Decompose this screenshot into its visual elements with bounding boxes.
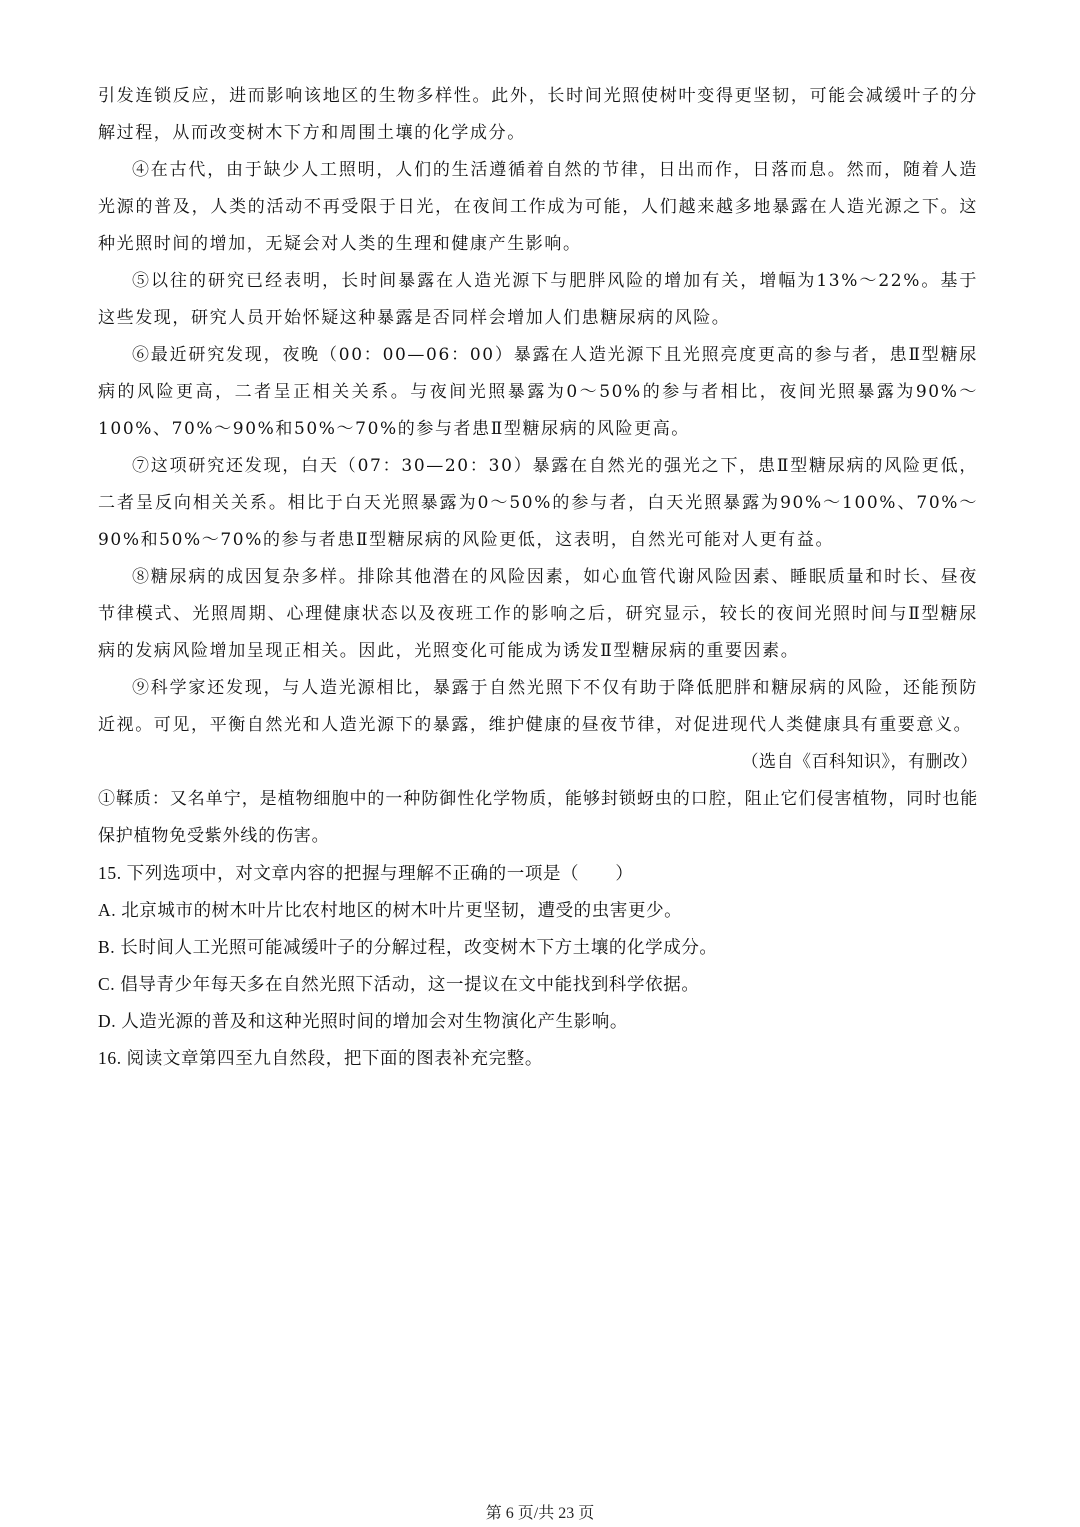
paragraph-continuation: 引发连锁反应，进而影响该地区的生物多样性。此外，长时间光照使树叶变得更坚韧，可能会减缓叶子的分解过程，从而改变树木下方和周围土壤的化学成分。	[98, 86, 978, 143]
paragraph-9: ⑨科学家还发现，与人造光源相比，暴露于自然光照下不仅有助于降低肥胖和糖尿病的风险，还能预防近视。可见，平衡自然光和人造光源下的暴露，维护健康的昼夜节律，对促进现代人类健康具有重要意义。	[98, 678, 978, 735]
question-15-option-c: C. 倡导青少年每天多在自然光照下活动，这一提议在文中能找到科学依据。	[98, 974, 700, 994]
source-citation: （选自《百科知识》，有删改）	[741, 752, 978, 772]
paragraph-5: ⑤以往的研究已经表明，长时间暴露在人造光源下与肥胖风险的增加有关，增幅为13%～22%。基于这些发现，研究人员开始怀疑这种暴露是否同样会增加人们患糖尿病的风险。	[98, 271, 978, 328]
article-body	[98, 78, 978, 1077]
paragraph-8: ⑧糖尿病的成因复杂多样。排除其他潜在的风险因素，如心血管代谢风险因素、睡眠质量和时长、昼夜节律模式、光照周期、心理健康状态以及夜班工作的影响之后，研究显示，较长的夜间光照时间与Ⅱ型糖尿病的发病风险增加呈现正相关。因此，光照变化可能成为诱发Ⅱ型糖尿病的重要因素。	[98, 567, 978, 661]
paragraph-6: ⑥最近研究发现，夜晚（00：00—06：00）暴露在人造光源下且光照亮度更高的参与者，患Ⅱ型糖尿病的风险更高，二者呈正相关关系。与夜间光照暴露为0～50%的参与者相比，夜间光照暴露为90%～100%、70%～90%和50%～70%的参与者患Ⅱ型糖尿病的风险更高。	[98, 345, 978, 439]
question-15-option-d: D. 人造光源的普及和这种光照时间的增加会对生物演化产生影响。	[98, 1011, 628, 1031]
question-15-option-a: A. 北京城市的树木叶片比农村地区的树木叶片更坚韧，遭受的虫害更少。	[98, 900, 683, 920]
question-section	[98, 855, 978, 1077]
footnote: ①鞣质：又名单宁，是植物细胞中的一种防御性化学物质，能够封锁蚜虫的口腔，阻止它们侵害植物，同时也能保护植物免受紫外线的伤害。	[98, 789, 978, 846]
question-16-stem: 16. 阅读文章第四至九自然段，把下面的图表补充完整。	[98, 1048, 543, 1068]
paragraph-4: ④在古代，由于缺少人工照明，人们的生活遵循着自然的节律，日出而作，日落而息。然而，随着人造光源的普及，人类的活动不再受限于日光，在夜间工作成为可能，人们越来越多地暴露在人造光源之下。这种光照时间的增加，无疑会对人类的生理和健康产生影响。	[98, 160, 978, 254]
question-15-stem: 15. 下列选项中，对文章内容的把握与理解不正确的一项是（ ）	[98, 863, 634, 883]
page-number: 第 6 页/共 23 页	[485, 1505, 595, 1522]
paragraph-7: ⑦这项研究还发现，白天（07：30—20：30）暴露在自然光的强光之下，患Ⅱ型糖尿病的风险更低，二者呈反向相关关系。相比于白天光照暴露为0～50%的参与者，白天光照暴露为90%～100%、70%～90%和50%～70%的参与者患Ⅱ型糖尿病的风险更低，这表明，自然光可能对人更有益。	[98, 456, 978, 550]
question-15-option-b: B. 长时间人工光照可能减缓叶子的分解过程，改变树木下方土壤的化学成分。	[98, 937, 718, 957]
